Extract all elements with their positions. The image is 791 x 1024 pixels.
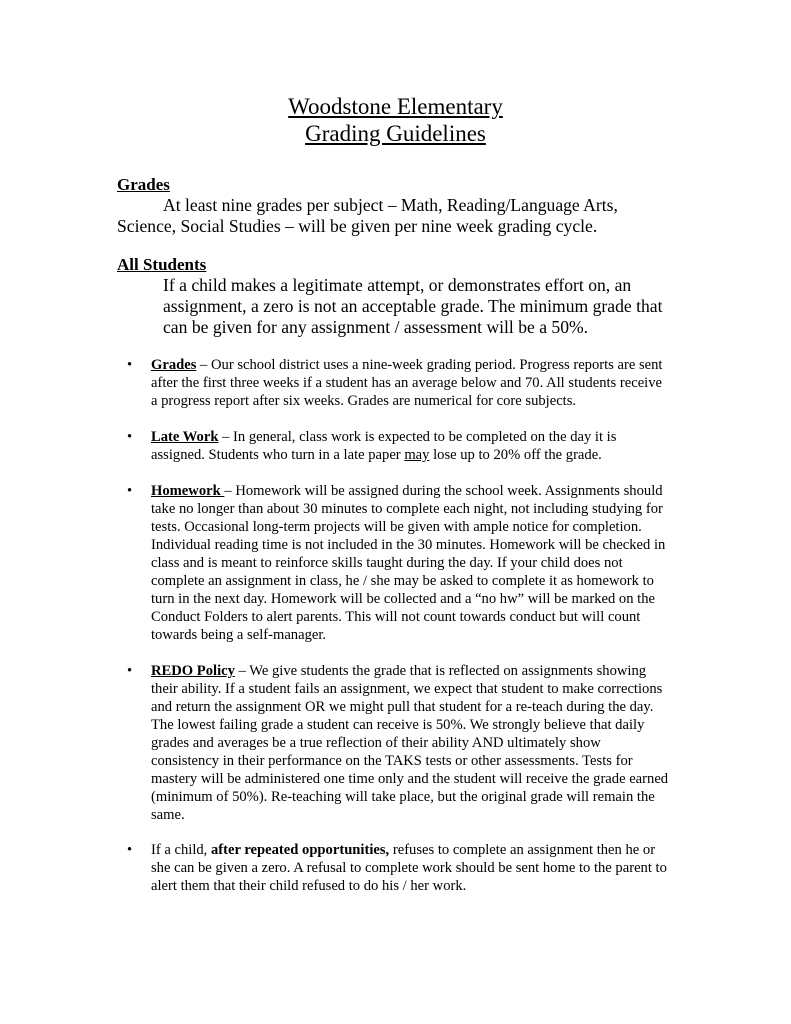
redo-policy-label: REDO Policy [151, 663, 235, 679]
all-students-paragraph: If a child makes a legitimate attempt, or demonstrates effort on, an assignment, a zero is not an acceptable grade. The minimum grade that can be given for any assignment / assessment will be a 50%. [163, 275, 663, 337]
bullet-icon: • [127, 483, 133, 499]
homework-label: Homework [151, 483, 225, 499]
refusal-emphasis: after repeated opportunities, [210, 842, 390, 858]
bullet-icon: • [127, 357, 133, 373]
list-item-redo-policy [127, 662, 672, 824]
grades-label: Grades [151, 357, 197, 373]
grades-heading: Grades [117, 175, 170, 194]
redo-policy-text: – We give students the grade that is reflected on assignments showing their ability. If a student fails an assignment, we expect that student to make corrections and return the assignment OR we might pull that student for a re-teach during the day. The lowest failing grade a student can receive is 50%. We strongly believe that daily grades and averages be a true reflection of their ability AND ultimately show consistency in their performance on the TAKS tests or other assessments. Tests for mastery will be administered one time only and the student will receive the grade earned (minimum of 50%). Re-teaching will take place, but the original grade will remain the same. [151, 663, 669, 823]
list-item-late-work [127, 428, 672, 464]
refusal-text-after: refuses to complete an assignment then he or she can be given a zero. A refusal to complete work should be sent home to the parent to alert them that their child refused to do his / her work. [151, 842, 667, 894]
list-item-homework [127, 482, 672, 644]
policy-list [127, 356, 672, 895]
bullet-icon: • [127, 842, 133, 858]
late-work-text-after: lose up to 20% off the grade. [429, 447, 602, 463]
late-work-label: Late Work [151, 429, 219, 445]
bullet-icon: • [127, 429, 133, 445]
all-students-heading: All Students [117, 255, 207, 274]
late-work-emphasis: may [404, 447, 430, 463]
homework-text: – Homework will be assigned during the school week. Assignments should take no longer than about 30 minutes to complete each night, not including studying for tests. Occasional long-term projects will be given with ample notice for completion. Individual reading time is not included in the 30 minutes. Homework will be checked in class and is meant to reinforce skills taught during the day. If your child does not complete an assignment in class, he / she may be asked to complete it as homework to turn in the next day. Homework will be collected and a “no hw” will be marked on the Conduct Folders to alert parents. This will not count towards conduct but will count towards being a self-manager. [151, 483, 666, 643]
late-work-text-before: – In general, class work is expected to be completed on the day it is assigned. Students who turn in a late paper [151, 429, 617, 463]
guidelines-title: Grading Guidelines [305, 121, 486, 146]
list-item-refusal [127, 841, 672, 895]
list-item-grades [127, 356, 672, 410]
grades-paragraph: At least nine grades per subject – Math, Reading/Language Arts, Science, Social Studies – will be given per nine week grading cycle. [117, 195, 618, 236]
school-name-title: Woodstone Elementary [288, 94, 503, 119]
grades-bullet-text: – Our school district uses a nine-week grading period. Progress reports are sent after the first three weeks if a student has an average below and 70. All students receive a progress report after six weeks. Grades are numerical for core subjects. [151, 357, 663, 409]
refusal-text-before: If a child, [151, 842, 211, 858]
bullet-icon: • [127, 663, 133, 679]
